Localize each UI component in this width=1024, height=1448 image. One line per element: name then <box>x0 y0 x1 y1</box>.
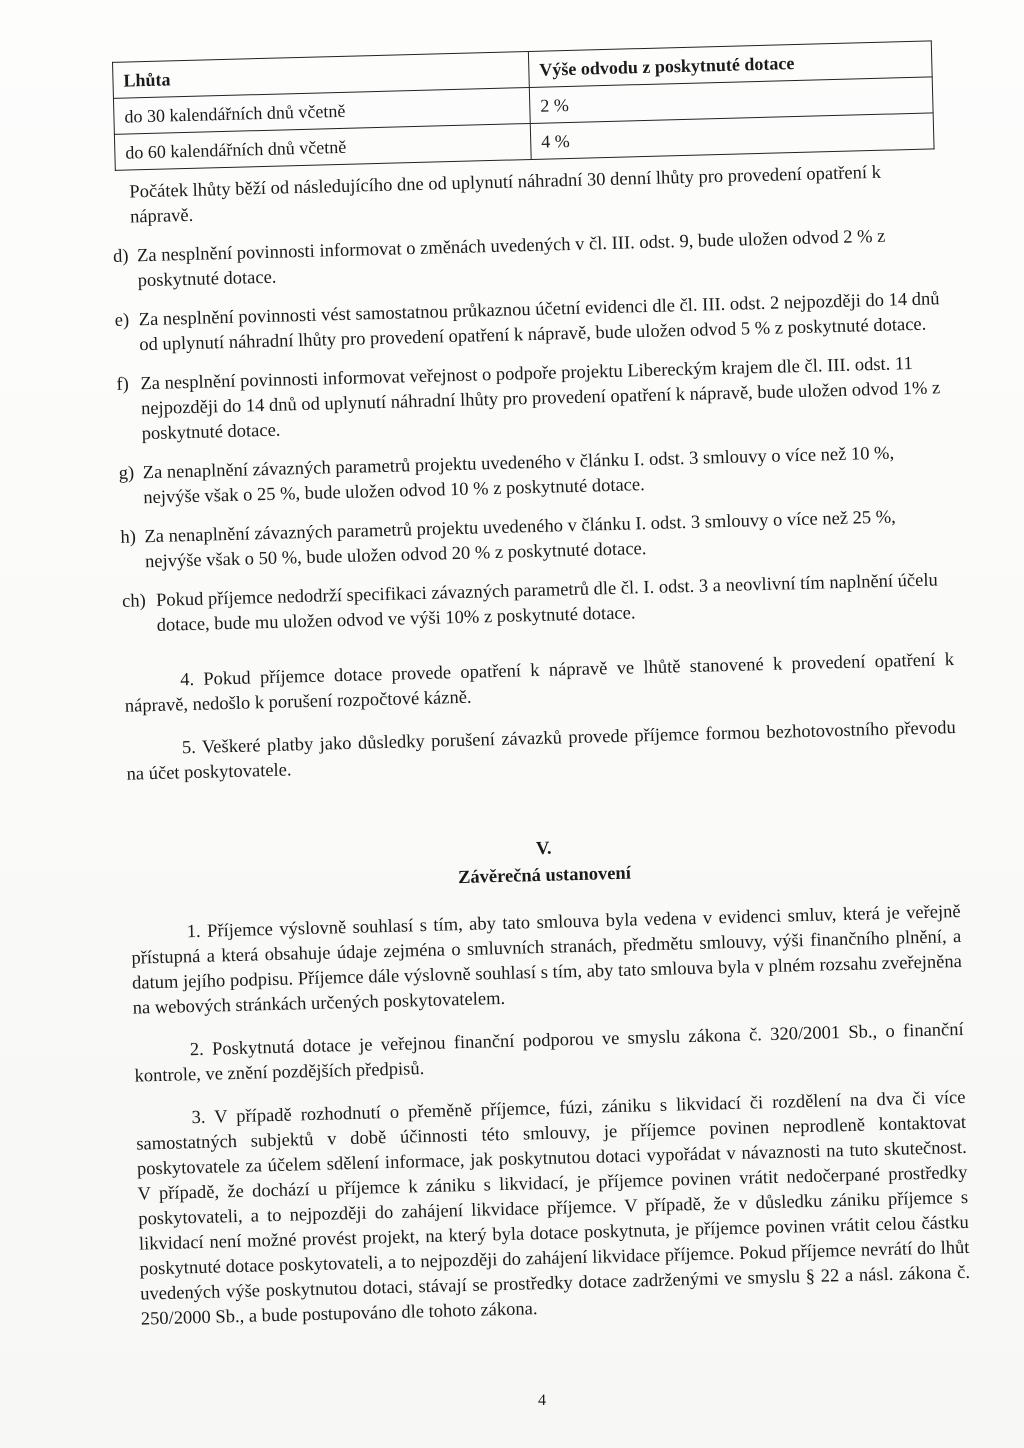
list-item-text: Za nesplnění povinnosti vést samostatnou průkaznou účetní evidenci dle čl. III. odst. 2 nejpozději do 14 dnů od uplynutí náhradní lhůty pro provedení opatření k nápravě, bude uložen odvod 5 % z poskytnuté dotace. <box>138 289 940 356</box>
list-item-label: ch) <box>121 591 147 612</box>
list-item-text: Za nesplnění povinnosti informovat o změnách uvedených v čl. III. odst. 9, bude uložen odvod 2 % z poskytnuté dotace. <box>136 226 886 292</box>
list-item <box>113 223 944 295</box>
table-cell: do 60 kalendářních dnů včetně <box>114 123 531 170</box>
table-cell: 4 % <box>530 113 934 160</box>
list-item <box>116 351 948 448</box>
page-number: 4 <box>538 1392 546 1409</box>
paragraph: 1. Příjemce výslovně souhlasí s tím, aby tato smlouva byla vedena v evidenci smluv, která je veřejně přístupná a která obsahuje údaje zejména o smluvních stranách, předmětu smlouvy, výši finančního plnění, a datum jejího podpisu. Příjemce dále výslovně souhlasí s tím, aby tato smlouva byla v plném rozsahu zveřejněna na webových stránkách určených poskytovatelem. <box>131 901 963 1019</box>
list-item <box>114 287 945 359</box>
paragraph: 4. Pokud příjemce dotace provede opatření k nápravě ve lhůtě stanovené k provedení opatření k nápravě, nedošlo k porušení rozpočtové kázně. <box>124 650 955 717</box>
list-item-text: Pokud příjemce nedodrží specifikaci závazných parametrů dle čl. I. odst. 3 a neovlivní tím naplnění účelu dotace, bude mu uložen odvod ve výši 10% z poskytnuté dotace. <box>155 570 938 636</box>
table-cell: do 30 kalendářních dnů včetně <box>113 87 530 134</box>
list-item-text: Za nesplnění povinnosti informovat veřejnost o podpoře projektu Libereckým krajem dle čl. III. odst. 11 nejpozději do 14 dnů od uplynutí náhradní lhůty pro provedení opatření k nápravě, bude uložen odvod 1% z poskytnuté dotace. <box>140 354 941 445</box>
deadline-note: Počátek lhůty běží od následujícího dne od uplynutí náhradní 30 denní lhůty pro provedení opatření k nápravě. <box>129 162 882 228</box>
list-item <box>118 440 949 512</box>
paragraph: 3. V případě rozhodnutí o přeměně příjemce, fúzi, zániku s likvidací či rozdělení na dva či více samostatných subjektů v době účinnosti této smlouvy, je příjemce povinen neprodleně kontaktovat poskytovatele za účelem sdělení informace, jak poskytnutou dotaci vypořádat v návaznosti na tuto skutečnost. V případě, že dochází u příjemce k zániku s likvidací, je příjemce povinen vrátit nedočerpané prostředky poskytovateli, a to nejpozději do zahájení likvidace příjemce. V případě, že v důsledku zániku příjemce s likvidací není možné provést projekt, na který byla dotace poskytnuta, je příjemce povinen vrátit celou částku poskytnuté dotace poskytovateli, a to nejpozději do zahájení likvidace příjemce. Pokud příjemce nevrátí do lhůt uvedených výše poskytnutou dotaci, stávají se prostředky dotace zadrženými ve smyslu § 22 a násl. zákona č. 250/2000 Sb., a bude postupováno dle tohoto zákona. <box>136 1087 971 1330</box>
sanction-list <box>113 223 953 640</box>
list-item-text: Za nenaplnění závazných parametrů projektu uvedeného v článku I. odst. 3 smlouvy o více než 10 %, nejvýše však o 25 %, bude uložen odvod 10 % z poskytnuté dotace. <box>142 443 895 509</box>
section-title: Závěrečná ustanovení <box>457 863 632 889</box>
list-item-label: e) <box>114 310 130 331</box>
section-number: V. <box>535 838 552 860</box>
paragraph: 2. Poskytnutá dotace je veřejnou finanční podporou ve smyslu zákona č. 320/2001 Sb., o finanční kontrole, ve znění pozdějších předpisů. <box>134 1019 964 1087</box>
table-cell: 2 % <box>529 77 933 124</box>
list-item-label: g) <box>118 463 135 484</box>
list-item <box>120 504 951 576</box>
list-item-text: Za nenaplnění závazných parametrů projektu uvedeného v článku I. odst. 3 smlouvy o více než 25 %, nejvýše však o 50 %, bude uložen odvod 20 % z poskytnuté dotace. <box>144 507 897 573</box>
paragraph: 5. Veškeré platby jako důsledky porušení závazků provede příjemce formou bezhotovostního převodu na účet poskytovatele. <box>126 718 956 785</box>
list-item-label: d) <box>112 246 129 267</box>
sanction-table <box>112 40 935 170</box>
list-item-label: h) <box>120 527 137 548</box>
list-item <box>122 568 953 640</box>
page-content <box>108 40 971 1332</box>
table-header-cell: Lhůta <box>113 51 530 98</box>
table-header-cell: Výše odvodu z poskytnuté dotace <box>528 41 932 88</box>
list-item-label: f) <box>116 374 130 395</box>
